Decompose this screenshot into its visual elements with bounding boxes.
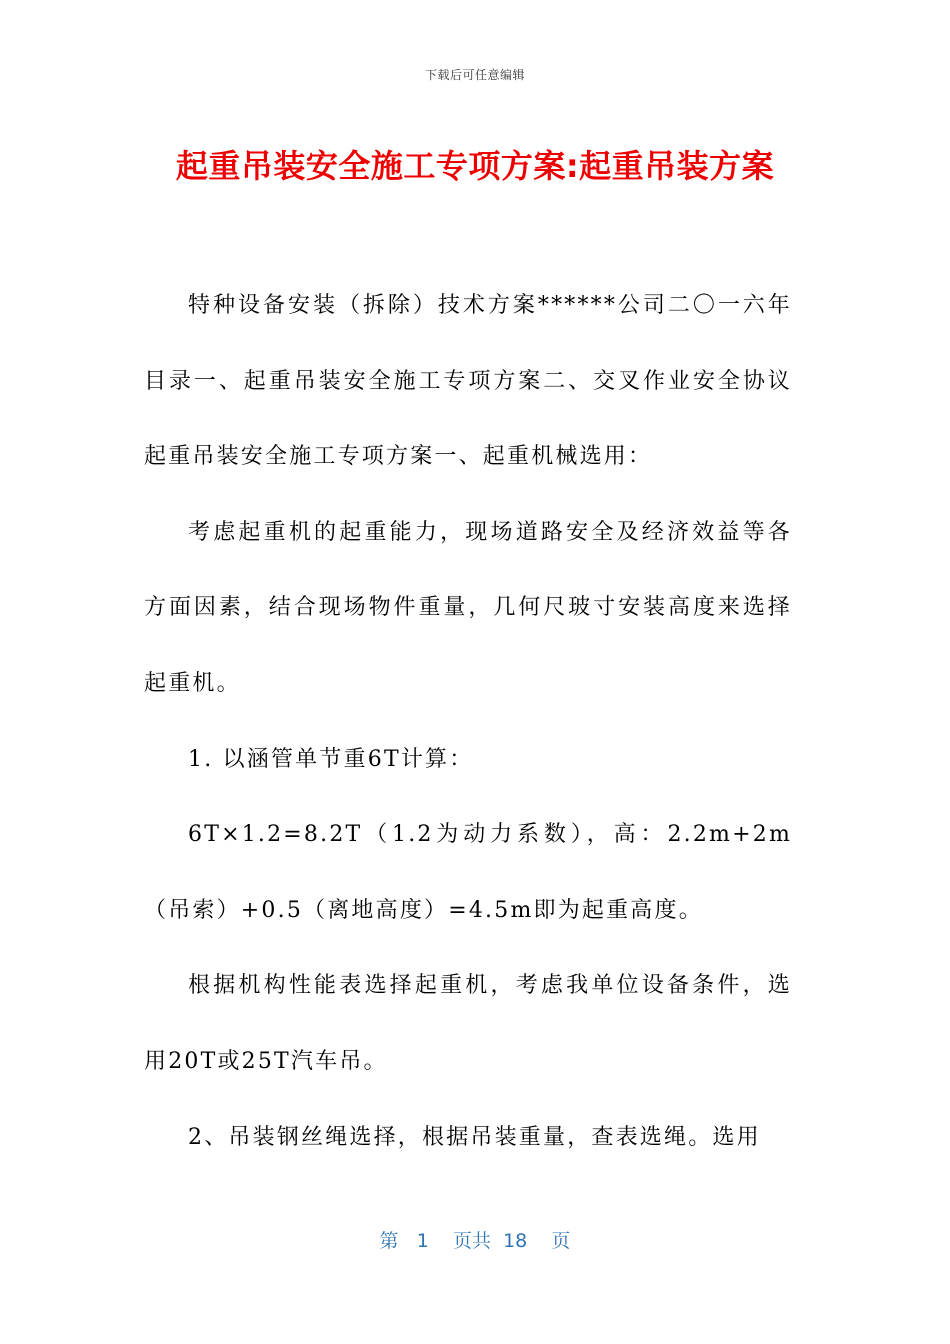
page-footer bbox=[0, 1226, 950, 1253]
document-title: 起重吊装安全施工专项方案:起重吊装方案 bbox=[175, 147, 775, 185]
document-body bbox=[144, 268, 792, 1175]
paragraph: 特种设备安装（拆除）技术方案******公司二〇一六年目录一、起重吊装安全施工专项方案二、交叉作业安全协议起重吊装安全施工专项方案一、起重机械选用： bbox=[144, 293, 792, 470]
total-pages-number: 18 bbox=[503, 1230, 528, 1252]
paragraph: 根据机构性能表选择起重机，考虑我单位设备条件，选用20T或25T汽车吊。 bbox=[144, 973, 792, 1074]
paragraph: 考虑起重机的起重能力，现场道路安全及经济效益等各方面因素，结合现场物件重量，几何尺玻寸安装高度来选择起重机。 bbox=[144, 519, 792, 696]
paragraph: 2、吊装钢丝绳选择，根据吊装重量，查表选绳。选用 bbox=[188, 1124, 761, 1150]
footer-suffix: 页 bbox=[551, 1230, 571, 1252]
paragraph: 6T×1.2=8.2T（1.2为动力系数），高：2.2m+2m（吊索）+0.5（离地高度）=4.5m即为起重高度。 bbox=[144, 822, 792, 923]
footer-middle: 页共 bbox=[452, 1230, 491, 1252]
footer-prefix: 第 bbox=[379, 1230, 399, 1252]
header-note: 下载后可任意编辑 bbox=[424, 68, 525, 82]
current-page-number: 1 bbox=[416, 1230, 429, 1252]
paragraph: 1. 以涵管单节重6T计算： bbox=[188, 746, 474, 772]
